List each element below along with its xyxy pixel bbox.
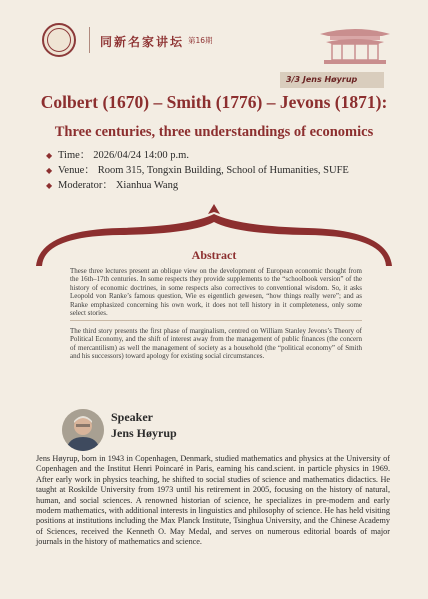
speaker-avatar	[62, 409, 104, 451]
event-info	[46, 147, 349, 192]
bullet-icon: ◆	[46, 166, 53, 175]
bullet-icon: ◆	[46, 151, 53, 160]
moderator-value: Xianhua Wang	[115, 180, 179, 191]
lecture-subtitle: Three centuries, three understandings of economics	[54, 124, 374, 140]
lecture-title: Colbert (1670) – Smith (1776) – Jevons (1871):	[40, 92, 388, 112]
time-row	[46, 147, 349, 162]
time-label: Time：	[58, 150, 91, 161]
abstract-paragraph-1: These three lectures present an oblique view on the development of European economic thought from the 16th–17th centuries. In some respects they provide supplements to the “schoolbook version” of the history of economic doctrines, in some respects also correctives to conventional wisdom. So, it asks Leopold von Ranke’s famous question, Wie es eigentlich gewesen, “how things really were”; and as Ranke emphasized concerning his own work, it does not tell history in it completeness, only some select stories.	[70, 267, 362, 318]
header-divider	[89, 27, 90, 53]
abstract-heading: Abstract	[191, 248, 237, 262]
abstract-divider	[70, 320, 362, 321]
bullet-icon: ◆	[46, 181, 53, 190]
time-value: 2026/04/24 14:00 p.m.	[93, 150, 189, 161]
building-icon	[316, 22, 394, 68]
speaker-bio: Jens Høyrup, born in 1943 in Copenhagen, Denmark, studied mathematics and physics at the University of Copenhagen and the Institut Henri Poincaré in Paris, earning his cand.scient. in particle physics in 1969. After early work in physics teaching, he shifted to social studies of science and mathematics didactics. He taught at Roskilde University from 1973 until his retirement in 2005, focusing on the history of natural, human, and social sciences. A renowned historian of science, he specializes in pre-modern and early modern mathematics, with additional interests in linguistics and philosophy of science. He has held visiting positions at institutions including the Max Planck Institute, Tsinghua University, and the Chinese Academy of Sciences, received the Kenneth O. May Medal, and serves on numerous editorial boards of major journals in the history of mathematics and science.	[36, 454, 390, 547]
venue-row	[46, 162, 349, 177]
lecture-part-badge: 3/3 Jens Høyrup	[280, 72, 384, 88]
series-title: 同新名家讲坛	[100, 35, 185, 49]
university-seal-icon	[42, 23, 76, 57]
series-issue: 第16期	[188, 36, 213, 45]
speaker-heading: Speaker	[111, 410, 153, 424]
moderator-row	[46, 177, 349, 192]
abstract-paragraph-2: The third story presents the first phase of marginalism, centred on William Stanley Jevons’s Theory of Political Economy, and the shift of interest away from the management of public finances (the concern of mercantilism) as well the management of society as a household (the “political economy” of Smith and his successors) toward apology for existing social circumstances.	[70, 327, 362, 361]
moderator-label: Moderator：	[58, 180, 113, 191]
venue-value: Room 315, Tongxin Building, School of Humanities, SUFE	[97, 165, 349, 176]
speaker-name: Jens Høyrup	[111, 426, 177, 440]
venue-label: Venue：	[58, 165, 95, 176]
